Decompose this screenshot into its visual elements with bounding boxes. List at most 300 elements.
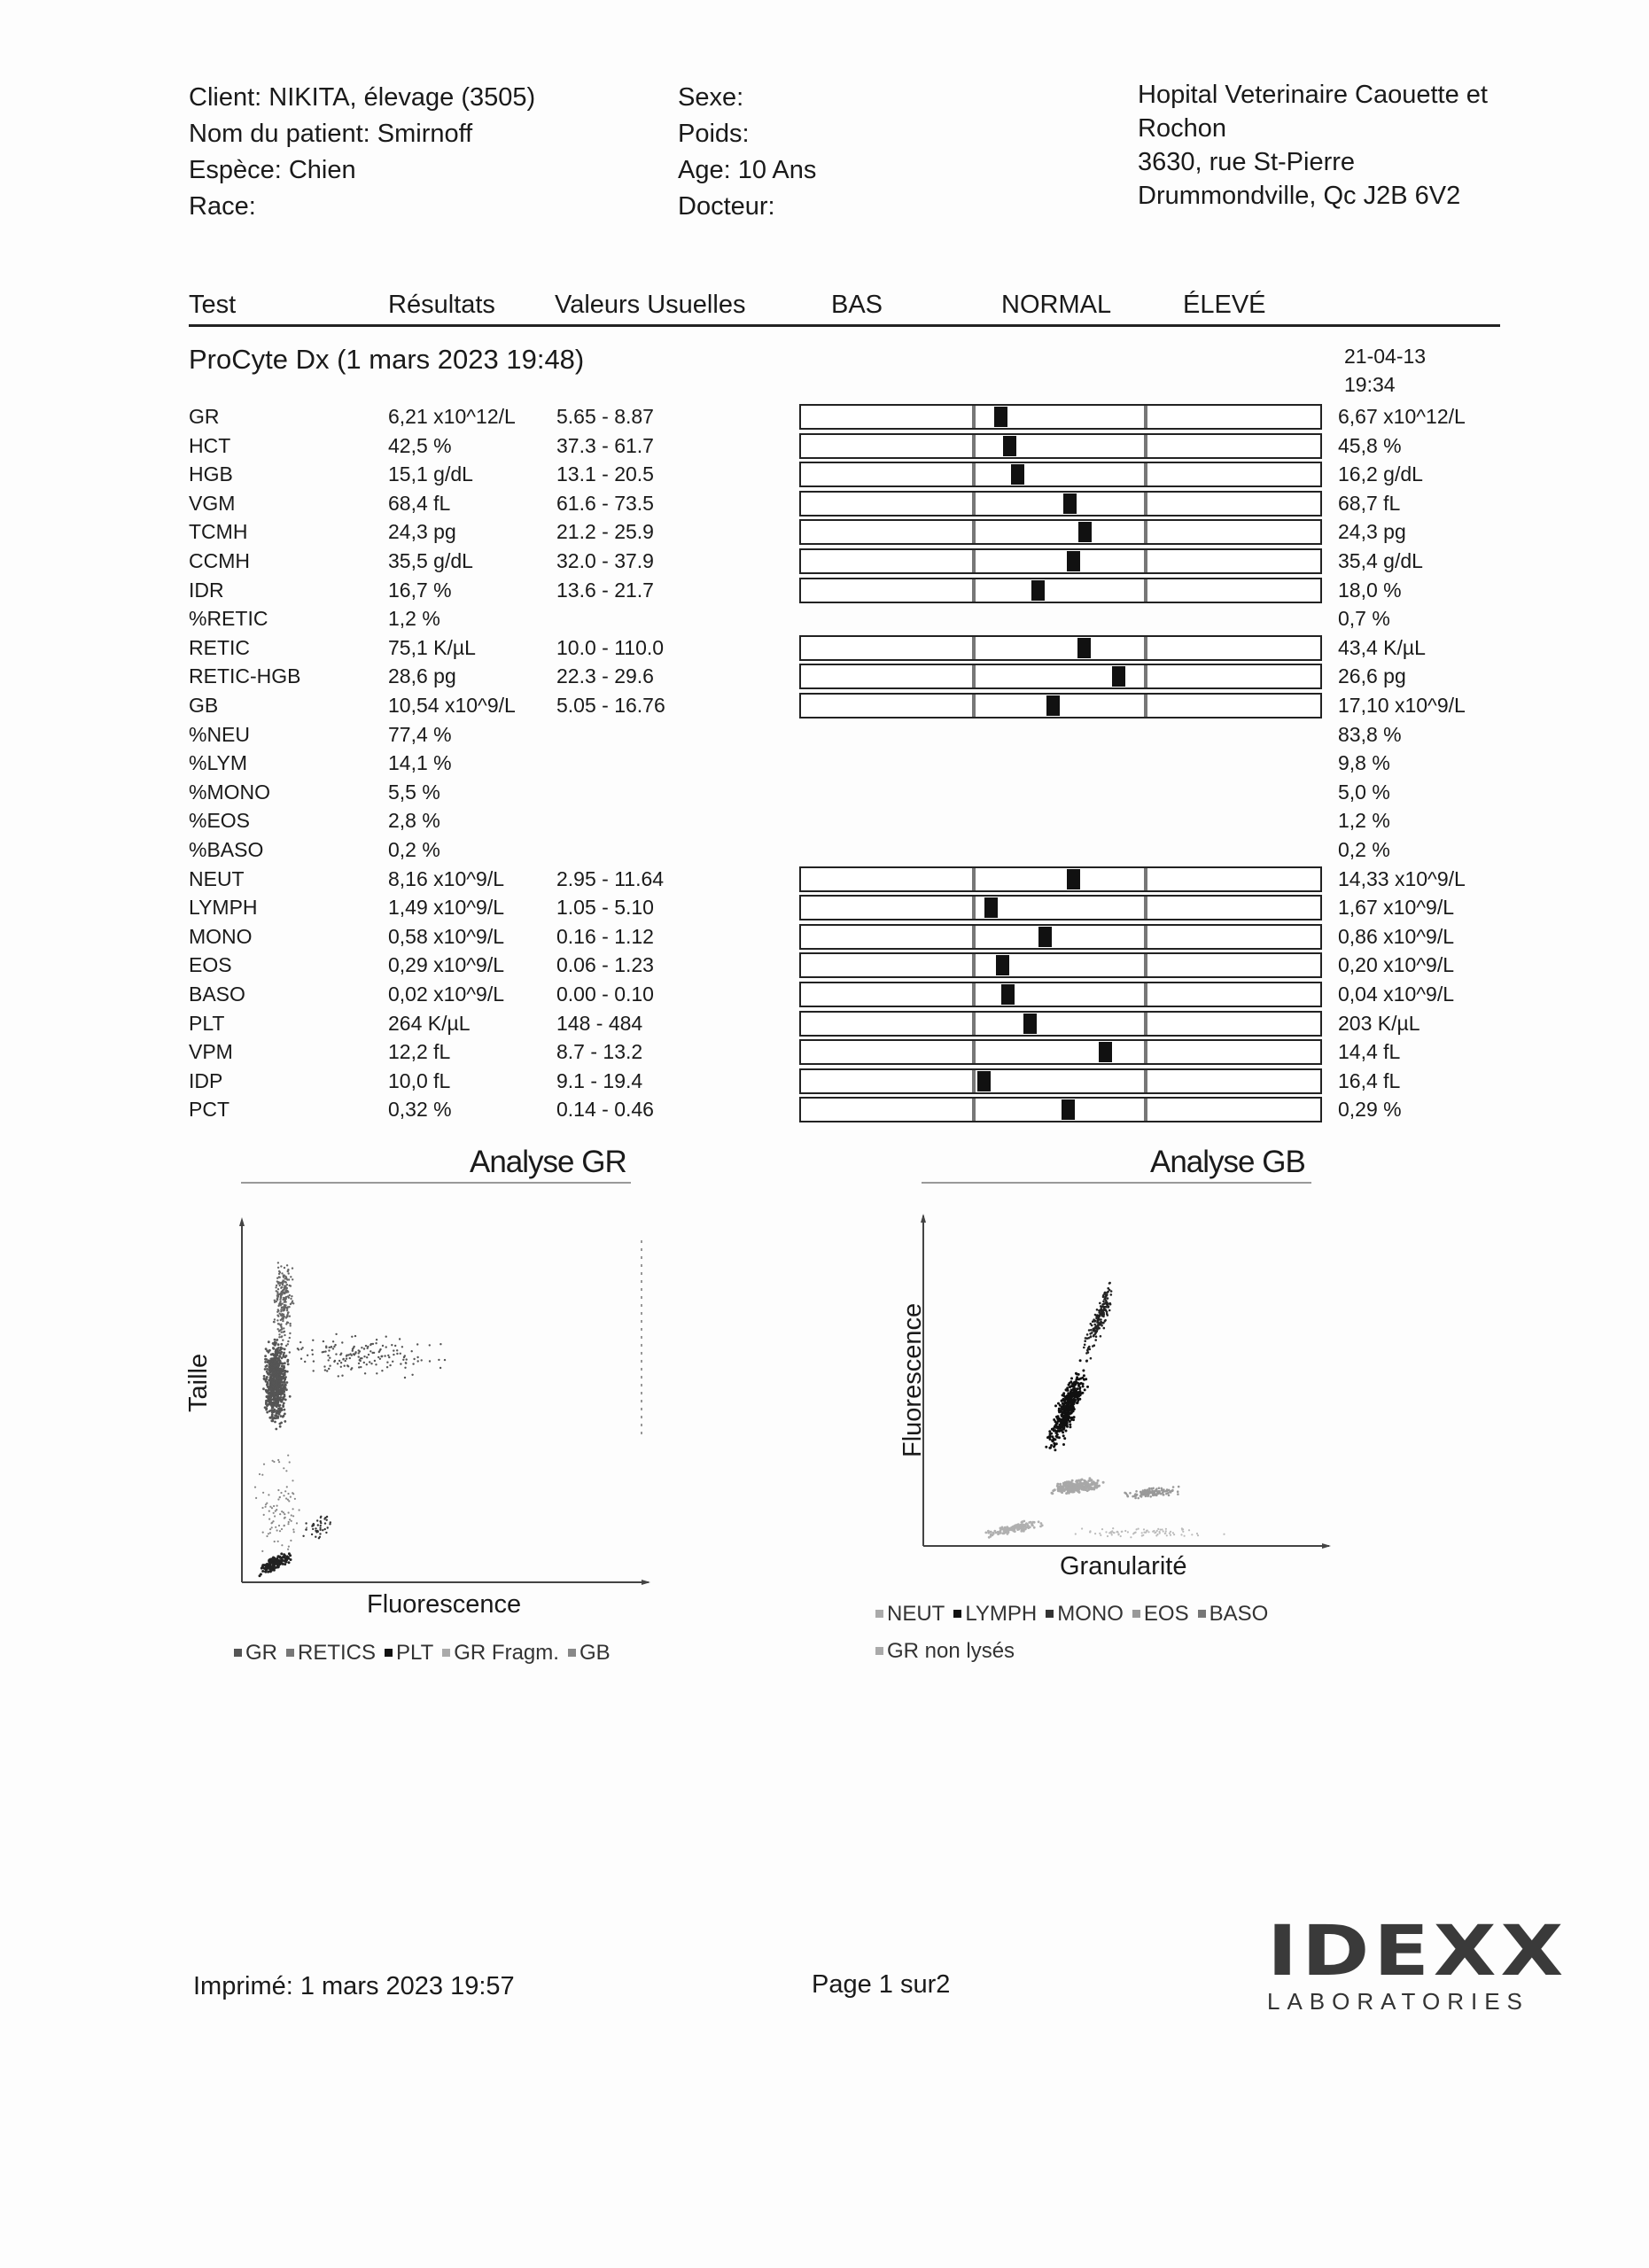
scatter-dot [280,1408,283,1410]
range-divider [972,897,976,919]
scatter-dot [351,1336,353,1338]
range-divider [1144,665,1147,687]
scatter-dot [279,1513,281,1515]
scatter-dot [1093,1329,1096,1332]
scatter-dot [1069,1394,1071,1396]
test-result: 264 K/µL [388,1011,471,1035]
scatter-dot [322,1529,323,1531]
scatter-dot [277,1489,279,1491]
scatter-dot [275,1389,277,1392]
scatter-dot [315,1527,316,1529]
scatter-dot [280,1265,282,1267]
scatter-dot [312,1528,314,1530]
scatter-dot [1073,1401,1076,1403]
scatter-dot [1163,1489,1165,1492]
scatter-dot [287,1557,290,1560]
scatter-dot [1076,1402,1078,1404]
scatter-dot [283,1280,284,1282]
species: Espèce: Chien [189,156,356,184]
scatter-dot [1107,1306,1109,1309]
scatter-dot [267,1361,269,1363]
reference-range: 148 - 484 [556,1011,643,1035]
scatter-dot [1098,1311,1101,1314]
scatter-dot [376,1372,377,1374]
scatter-dot [311,1534,313,1535]
scatter-dot [266,1371,268,1373]
result-row [0,1095,1649,1124]
previous-result: 24,3 pg [1338,520,1406,544]
scatter-dot [375,1342,377,1344]
scatter-dot [277,1262,279,1263]
scatter-dot [1102,1481,1105,1484]
scatter-dot [284,1370,287,1372]
range-divider [972,926,976,948]
scatter-dot [276,1509,277,1511]
scatter-dot [1075,1372,1077,1375]
scatter-dot [444,1359,446,1361]
previous-result: 17,10 x10^9/L [1338,694,1466,717]
scatter-dot [1090,1329,1093,1332]
scatter-dot [1166,1534,1168,1536]
scatter-dot [439,1367,441,1369]
scatter-dot [386,1366,388,1368]
scatter-dot [333,1361,335,1363]
scatter-dot [280,1325,282,1327]
scatter-dot [1103,1306,1106,1309]
scatter-dot [1077,1373,1080,1376]
test-result: 0,58 x10^9/L [388,924,505,948]
scatter-dot [1177,1490,1179,1493]
range-indicator [799,433,1322,459]
scatter-dot [277,1358,280,1361]
scatter-dot [352,1348,354,1350]
scatter-dot [277,1343,280,1346]
scatter-dot [317,1524,319,1526]
scatter-dot [1196,1533,1198,1534]
scatter-dot [1051,1492,1054,1495]
result-marker [984,897,998,918]
scatter-dot [1089,1332,1092,1335]
scatter-dot [1003,1527,1006,1530]
scatter-dot [1165,1493,1168,1495]
scatter-dot [1110,1293,1113,1296]
range-divider [972,637,976,659]
legend-swatch [286,1649,294,1657]
range-divider [1144,926,1147,948]
result-marker [1001,984,1015,1005]
range-divider [1144,406,1147,428]
scatter-dot [992,1532,995,1534]
scatter-dot [1054,1426,1057,1429]
scatter-dot [1104,1319,1107,1322]
test-result: 6,21 x10^12/L [388,405,516,428]
scatter-dot [294,1498,296,1500]
range-indicator [799,578,1322,603]
scatter-dot [276,1505,278,1507]
scatter-dot [289,1461,291,1463]
scatter-dot [1184,1535,1186,1537]
scatter-dot [1085,1482,1087,1485]
scatter-dot [286,1278,288,1280]
result-row [0,489,1649,518]
scatter-dot [284,1362,286,1364]
scatter-dot [268,1518,270,1520]
scatter-dot [301,1347,303,1348]
scatter-dot [1108,1289,1111,1292]
scatter-dot [1138,1528,1140,1530]
scatter-dot [271,1357,274,1360]
scatter-dot [274,1395,276,1398]
scatter-dot [1065,1389,1068,1392]
scatter-dot [279,1277,281,1278]
scatter-dot [268,1570,271,1573]
scatter-dot [363,1348,365,1349]
scatter-dot [1014,1527,1016,1530]
scatter-dot [323,1518,325,1519]
scatter-dot [264,1358,267,1361]
scatter-dot [285,1296,287,1298]
scatter-dot [1060,1410,1062,1413]
scatter-dot [1143,1532,1145,1534]
scatter-dot [429,1360,431,1362]
scatter-dot [276,1301,277,1302]
scatter-dot [1155,1487,1158,1490]
scatter-dot [264,1355,267,1357]
scatter-dot [1100,1534,1101,1536]
scatter-dot [278,1323,280,1324]
legend-label: NEUT [887,1602,945,1626]
scatter-dot [1023,1529,1025,1532]
scatter-dot [281,1528,283,1530]
previous-result: 6,67 x10^12/L [1338,405,1466,428]
range-divider [972,868,976,890]
scatter-dot [1124,1492,1126,1495]
scatter-dot [1116,1531,1117,1533]
scatter-dot [1069,1409,1071,1411]
scatter-dot [272,1372,275,1375]
scatter-dot [271,1507,273,1509]
scatter-dot [1078,1491,1081,1494]
client-info [189,80,535,225]
reference-range: 8.7 - 13.2 [556,1040,643,1064]
scatter-dot [274,1365,276,1368]
scatter-dot [1096,1328,1099,1331]
scatter-dot [1075,1487,1077,1489]
scatter-dot [375,1363,377,1365]
scatter-dot [1103,1327,1106,1330]
test-result: 5,5 % [388,780,440,804]
scatter-dot [324,1528,326,1530]
scatter-dot [266,1368,268,1371]
range-divider [1144,493,1147,515]
scatter-dot [262,1387,265,1390]
range-divider [1144,463,1147,485]
scatter-dot [291,1514,292,1516]
test-result: 0,02 x10^9/L [388,983,505,1006]
gr-analysis-title: Analyse GR [470,1145,626,1179]
previous-result: 16,4 fL [1338,1068,1401,1092]
scatter-dot [277,1347,280,1349]
previous-result: 83,8 % [1338,722,1402,746]
previous-result: 0,29 % [1338,1098,1402,1122]
scatter-dot [283,1331,284,1332]
test-name: CCMH [189,549,250,572]
scatter-dot [286,1264,288,1266]
previous-result: 0,20 x10^9/L [1338,953,1455,977]
scatter-dot [328,1359,330,1361]
previous-result: 26,6 pg [1338,664,1406,688]
result-row [0,865,1649,894]
scatter-dot [411,1350,413,1352]
scatter-dot [1079,1480,1082,1482]
scatter-dot [1075,1390,1077,1393]
scatter-dot [292,1480,293,1481]
scatter-dot [1141,1534,1143,1536]
scatter-dot [279,1425,282,1428]
scatter-dot [283,1276,284,1278]
scatter-dot [1094,1314,1097,1317]
scatter-dot [378,1351,380,1353]
scatter-dot [289,1395,292,1398]
test-name: TCMH [189,520,248,544]
legend-swatch [1046,1610,1054,1618]
scatter-dot [1083,1347,1085,1349]
scatter-dot [272,1520,274,1522]
range-divider [1144,435,1147,457]
scatter-dot [305,1522,307,1524]
range-divider [972,1099,976,1121]
scatter-dot [266,1535,268,1537]
scatter-dot [1064,1410,1067,1412]
scatter-dot [1049,1435,1052,1438]
previous-time: 19:34 [1344,373,1396,396]
scatter-dot [274,1300,276,1301]
scatter-dot [429,1344,431,1346]
scatter-dot [1099,1302,1101,1305]
scatter-dot [286,1316,288,1317]
scatter-dot [263,1464,265,1465]
scatter-dot [273,1505,275,1507]
scatter-dot [1077,1487,1080,1489]
scatter-dot [1181,1527,1183,1529]
scatter-dot [259,1473,261,1475]
gb-analysis-title: Analyse GB [1150,1145,1305,1179]
test-result: 0,2 % [388,838,440,861]
scatter-dot [287,1359,290,1362]
scatter-dot [270,1522,272,1524]
scatter-dot [363,1362,365,1363]
scatter-dot [265,1348,268,1350]
range-indicator [799,952,1322,978]
scatter-dot [1082,1370,1085,1372]
scatter-dot [1079,1359,1082,1362]
range-indicator [799,982,1322,1007]
scatter-dot [269,1363,272,1366]
scatter-dot [1054,1404,1057,1407]
scatter-dot [1071,1480,1074,1482]
scatter-dot [1054,1488,1056,1491]
test-result: 1,2 % [388,607,440,631]
scatter-dot [1147,1491,1149,1494]
scatter-dot [1172,1532,1174,1534]
scatter-dot [286,1486,288,1487]
scatter-dot [288,1511,290,1513]
scatter-dot [279,1313,281,1315]
col-test: Test [189,291,237,319]
range-divider [1144,579,1147,602]
scatter-dot [273,1369,276,1371]
scatter-dot [275,1428,277,1431]
result-marker [1063,493,1077,514]
scatter-dot [1086,1333,1089,1336]
scatter-dot [370,1363,372,1364]
reference-range: 10.0 - 110.0 [556,635,665,659]
scatter-dot [405,1363,407,1364]
scatter-dot [1091,1483,1093,1486]
breed: Race: [189,192,256,221]
range-indicator [799,462,1322,487]
range-indicator [799,693,1322,718]
scatter-dot [984,1532,987,1534]
scatter-dot [326,1370,328,1371]
scatter-dot [276,1383,278,1386]
scatter-dot [268,1402,271,1405]
scatter-dot [277,1459,279,1461]
scatter-dot [1084,1388,1086,1391]
scatter-dot [350,1369,352,1371]
result-row [0,691,1649,720]
scatter-dot [988,1536,991,1539]
scatter-dot [1057,1487,1060,1490]
scatter-dot [1102,1314,1105,1317]
previous-result: 35,4 g/dL [1338,549,1423,572]
result-marker [1046,695,1060,716]
scatter-dot [279,1410,282,1413]
range-divider [972,493,976,515]
sex: Sexe: [678,83,744,112]
scatter-dot [1065,1430,1068,1433]
scatter-dot [1171,1489,1174,1492]
legend-swatch [442,1649,450,1657]
scatter-dot [289,1316,291,1317]
scatter-dot [1168,1495,1171,1497]
scatter-dot [276,1351,279,1354]
scatter-dot [278,1525,280,1526]
range-indicator [799,491,1322,517]
scatter-dot [329,1357,331,1359]
test-name: %EOS [189,809,251,833]
scatter-dot [1099,1533,1101,1534]
scatter-dot [328,1349,330,1351]
scatter-dot [275,1526,276,1528]
scatter-dot [276,1280,278,1282]
range-indicator [799,895,1322,920]
scatter-dot [1170,1491,1172,1494]
test-result: 0,32 % [388,1098,452,1122]
scatter-dot [261,1550,263,1552]
result-marker [1031,580,1045,601]
scatter-dot [1054,1420,1057,1423]
scatter-dot [312,1354,314,1355]
scatter-dot [275,1286,276,1288]
reference-range: 13.1 - 20.5 [556,462,654,486]
scatter-dot [1082,1385,1085,1387]
scatter-dot [280,1343,283,1346]
age: Age: 10 Ans [678,156,817,184]
scatter-dot [268,1373,270,1376]
reference-range: 21.2 - 25.9 [556,520,654,544]
scatter-dot [288,1272,290,1274]
scatter-dot [276,1529,278,1531]
test-result: 10,54 x10^9/L [388,694,516,717]
range-divider [972,406,976,428]
scatter-dot [287,1311,289,1313]
scatter-dot [276,1398,278,1401]
scatter-dot [313,1370,315,1371]
clinic-line-4: Drummondville, Qc J2B 6V2 [1138,182,1461,210]
scatter-dot [282,1405,284,1408]
reference-range: 2.95 - 11.64 [556,866,665,890]
scatter-dot [1081,1487,1084,1489]
legend-swatch [385,1649,393,1657]
scatter-dot [292,1508,294,1510]
reference-range: 1.05 - 5.10 [556,896,654,920]
scatter-dot [290,1276,292,1278]
scatter-dot [315,1530,316,1532]
scatter-dot [269,1532,271,1534]
result-row [0,806,1649,835]
scatter-dot [344,1365,346,1367]
range-divider [1144,521,1147,543]
col-results: Résultats [388,291,495,319]
previous-result: 0,86 x10^9/L [1338,924,1455,948]
scatter-dot [326,1516,328,1518]
scatter-dot [1180,1534,1182,1535]
scatter-dot [1133,1532,1135,1534]
result-row [0,1067,1649,1096]
scatter-dot [273,1321,275,1323]
scatter-dot [285,1497,287,1499]
scatter-dot [1155,1534,1157,1536]
scatter-dot [263,1375,266,1378]
test-name: BASO [189,983,245,1006]
scatter-dot [292,1278,293,1280]
scatter-dot [281,1318,283,1320]
scatter-dot [271,1379,274,1381]
scatter-dot [287,1340,289,1342]
scatter-dot [271,1419,274,1422]
scatter-dot [1092,1345,1094,1348]
scatter-dot [1155,1494,1157,1496]
test-result: 16,7 % [388,578,452,602]
scatter-dot [1071,1406,1074,1409]
scatter-dot [342,1358,344,1360]
scatter-dot [1135,1495,1138,1497]
range-divider [1144,637,1147,659]
scatter-dot [269,1528,271,1530]
scatter-dot [320,1525,322,1526]
scatter-dot [1197,1534,1199,1536]
gb-x-axis-label: Granularité [1060,1552,1187,1581]
test-result: 42,5 % [388,433,452,457]
gb-legend [874,1602,1275,1627]
scatter-dot [271,1381,274,1384]
scatter-dot [349,1353,351,1355]
scatter-dot [1177,1493,1179,1495]
scatter-dot [268,1494,269,1495]
scatter-dot [1056,1433,1059,1436]
clinic-line-3: 3630, rue St-Pierre [1138,148,1356,176]
